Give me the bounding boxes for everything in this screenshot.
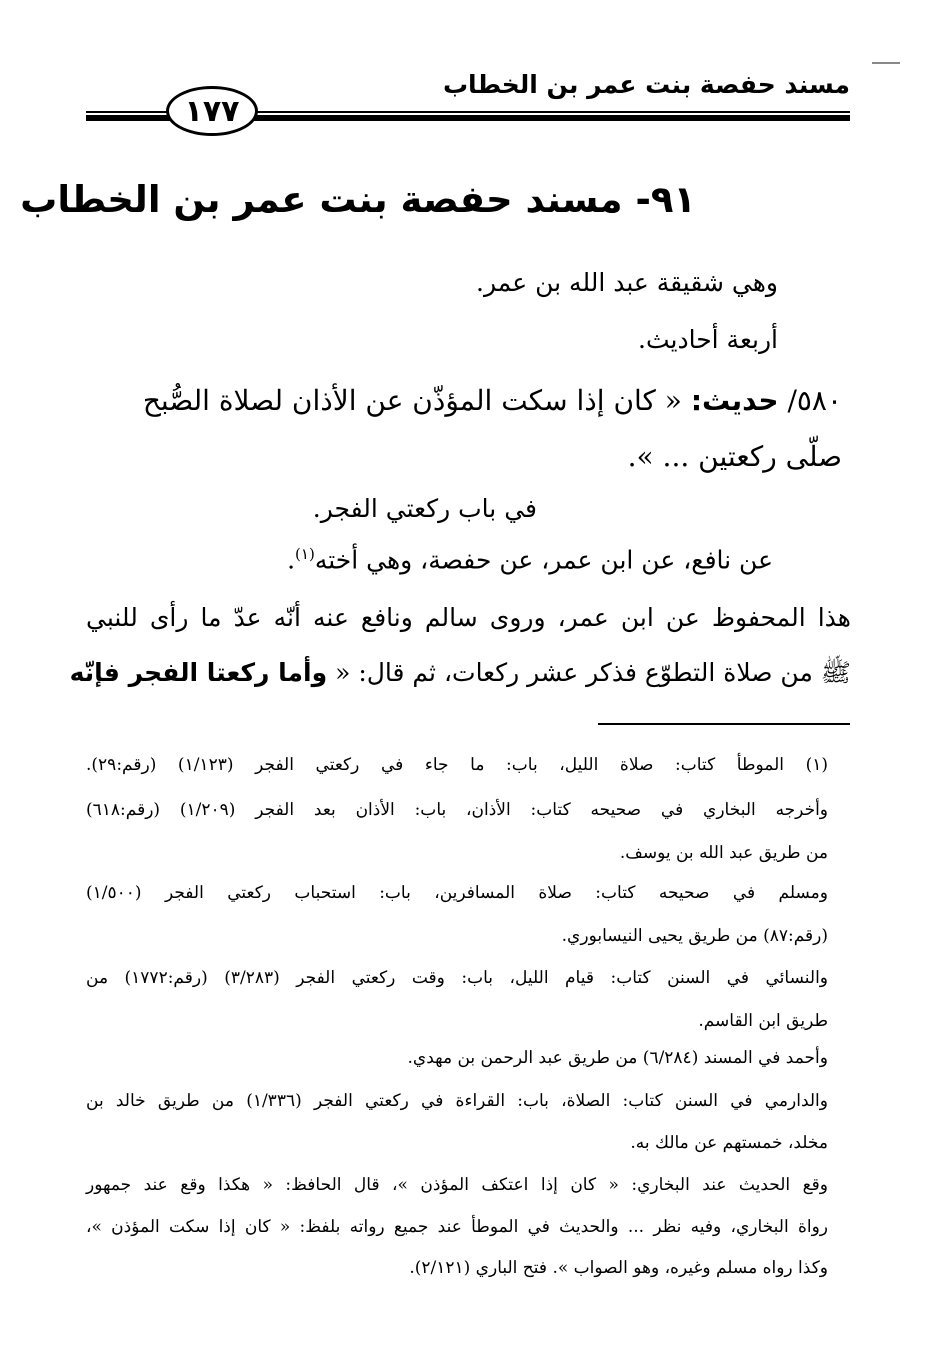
footnote-line: ومسلم في صحيحه كتاب: صلاة المسافرين، باب: استحباب ركعتي الفجر (١/٥٠٠) <box>86 883 828 903</box>
footnote-line: (١) الموطأ كتاب: صلاة الليل، باب: ما جاء في ركعتي الفجر (١/١٢٣) (رقم:٢٩). <box>86 755 829 775</box>
footnote-line: والدارمي في السنن كتاب: الصلاة، باب: القراءة في ركعتي الفجر (١/٣٣٦) من طريق خالد بن <box>86 1091 828 1111</box>
footnote-line: رواة البخاري، وفيه نظر ... والحديث في الموطأ عند جميع رواته بلفظ: « كان إذا سكت المؤذن »، <box>86 1217 828 1237</box>
footnote-line: مخلد، خمستهم عن مالك به. <box>630 1133 828 1153</box>
comment-line-1: هذا المحفوظ عن ابن عمر، وروى سالم ونافع عنه أنّه عدّ ما رأى للنبي <box>86 603 851 632</box>
hadith-heading-line-1 <box>143 384 842 417</box>
comment-quote-bold: وأما ركعتا الفجر فإنّه <box>69 658 328 687</box>
comment-text: ﷺ من صلاة التطوّع فذكر عشر ركعات، ثم قال: « <box>335 658 851 687</box>
corner-mark <box>872 62 900 64</box>
intro-line-2: أربعة أحاديث. <box>638 325 778 354</box>
footnote-line: والنسائي في السنن كتاب: قيام الليل، باب: وقت ركعتي الفجر (٣/٢٨٣) (رقم:١٧٧٢) من <box>86 968 828 988</box>
bab-line: في باب ركعتي الفجر. <box>312 494 537 523</box>
footnote-line: (رقم:٨٧) من طريق يحيى النيسابوري. <box>561 926 828 946</box>
footnote-line: وأحمد في المسند (٦/٢٨٤) من طريق عبد الرحمن بن مهدي. <box>407 1048 828 1068</box>
page-number-badge <box>166 86 258 136</box>
footnote-ref: (١) <box>295 545 315 563</box>
hadith-heading-line-2: صلّى ركعتين ... ». <box>627 440 842 473</box>
footnote-line: وأخرجه البخاري في صحيحه كتاب: الأذان، باب: الأذان بعد الفجر (١/٢٠٩) (رقم:٦١٨) <box>86 800 829 820</box>
hadith-text: « كان إذا سكت المؤذّن عن الأذان لصلاة الصُّبح <box>142 384 682 417</box>
hadith-label: حديث: <box>690 384 779 417</box>
isnad-text: عن نافع، عن ابن عمر، عن حفصة، وهي أخته <box>314 545 773 575</box>
footnote-line: طريق ابن القاسم. <box>698 1011 828 1031</box>
section-title: ٩١- مسند حفصة بنت عمر بن الخطاب <box>20 178 696 221</box>
intro-line-1: وهي شقيقة عبد الله بن عمر. <box>476 268 778 297</box>
footnote-line: وقع الحديث عند البخاري: « كان إذا اعتكف المؤذن »، قال الحافظ: « هكذا وقع عند جمهور <box>86 1175 828 1195</box>
page-number: ١٧٧ <box>184 93 240 129</box>
footnote-line: وكذا رواه مسلم وغيره، وهو الصواب ». فتح الباري (٢/١٢١). <box>409 1258 828 1278</box>
hadith-number: ٥٨٠/ <box>787 384 842 417</box>
isnad-end: . <box>287 545 296 575</box>
footnote-separator <box>598 723 850 725</box>
running-header: مسند حفصة بنت عمر بن الخطاب <box>442 70 850 99</box>
footnote-line: من طريق عبد الله بن يوسف. <box>619 843 828 863</box>
isnad-line <box>287 545 773 574</box>
comment-line-2 <box>69 657 851 694</box>
